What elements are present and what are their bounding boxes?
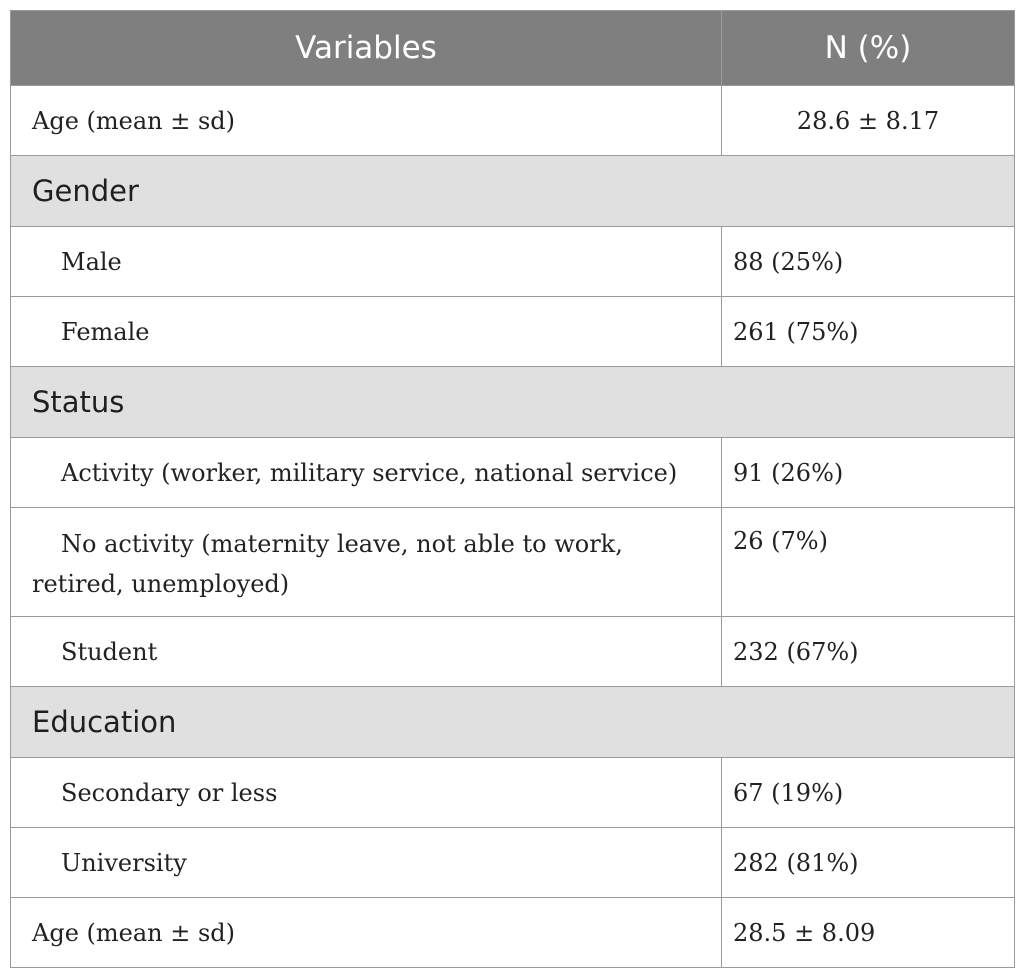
table-row bbox=[11, 438, 1015, 508]
row-label: Male bbox=[11, 227, 722, 297]
header-n-percent: N (%) bbox=[722, 11, 1015, 86]
section-row-gender bbox=[11, 156, 1015, 227]
row-label: Secondary or less bbox=[11, 758, 722, 828]
table-row bbox=[11, 227, 1015, 297]
header-row bbox=[11, 11, 1015, 86]
age-label: Age (mean ± sd) bbox=[11, 898, 722, 968]
row-value: 88 (25%) bbox=[722, 227, 1015, 297]
table-row bbox=[11, 508, 1015, 617]
demographics-table bbox=[10, 10, 1015, 968]
table-row bbox=[11, 297, 1015, 367]
section-row-status bbox=[11, 367, 1015, 438]
row-value: 261 (75%) bbox=[722, 297, 1015, 367]
age-value: 28.6 ± 8.17 bbox=[722, 86, 1015, 156]
row-value: 26 (7%) bbox=[722, 508, 1015, 617]
table-row bbox=[11, 758, 1015, 828]
table-row bbox=[11, 828, 1015, 898]
table-row bbox=[11, 617, 1015, 687]
row-label: Student bbox=[11, 617, 722, 687]
table-row bbox=[11, 898, 1015, 968]
table-row bbox=[11, 86, 1015, 156]
section-title-status: Status bbox=[11, 367, 1015, 438]
header-variables: Variables bbox=[11, 11, 722, 86]
section-title-gender: Gender bbox=[11, 156, 1015, 227]
row-value: 282 (81%) bbox=[722, 828, 1015, 898]
section-title-education: Education bbox=[11, 687, 1015, 758]
row-label: Activity (worker, military service, national service) bbox=[11, 438, 722, 508]
age-label: Age (mean ± sd) bbox=[11, 86, 722, 156]
row-value: 232 (67%) bbox=[722, 617, 1015, 687]
row-label: No activity (maternity leave, not able to work, retired, unemployed) bbox=[11, 508, 722, 617]
row-label: University bbox=[11, 828, 722, 898]
row-label: Female bbox=[11, 297, 722, 367]
age-value: 28.5 ± 8.09 bbox=[722, 898, 1015, 968]
row-value: 91 (26%) bbox=[722, 438, 1015, 508]
row-value: 67 (19%) bbox=[722, 758, 1015, 828]
section-row-education bbox=[11, 687, 1015, 758]
